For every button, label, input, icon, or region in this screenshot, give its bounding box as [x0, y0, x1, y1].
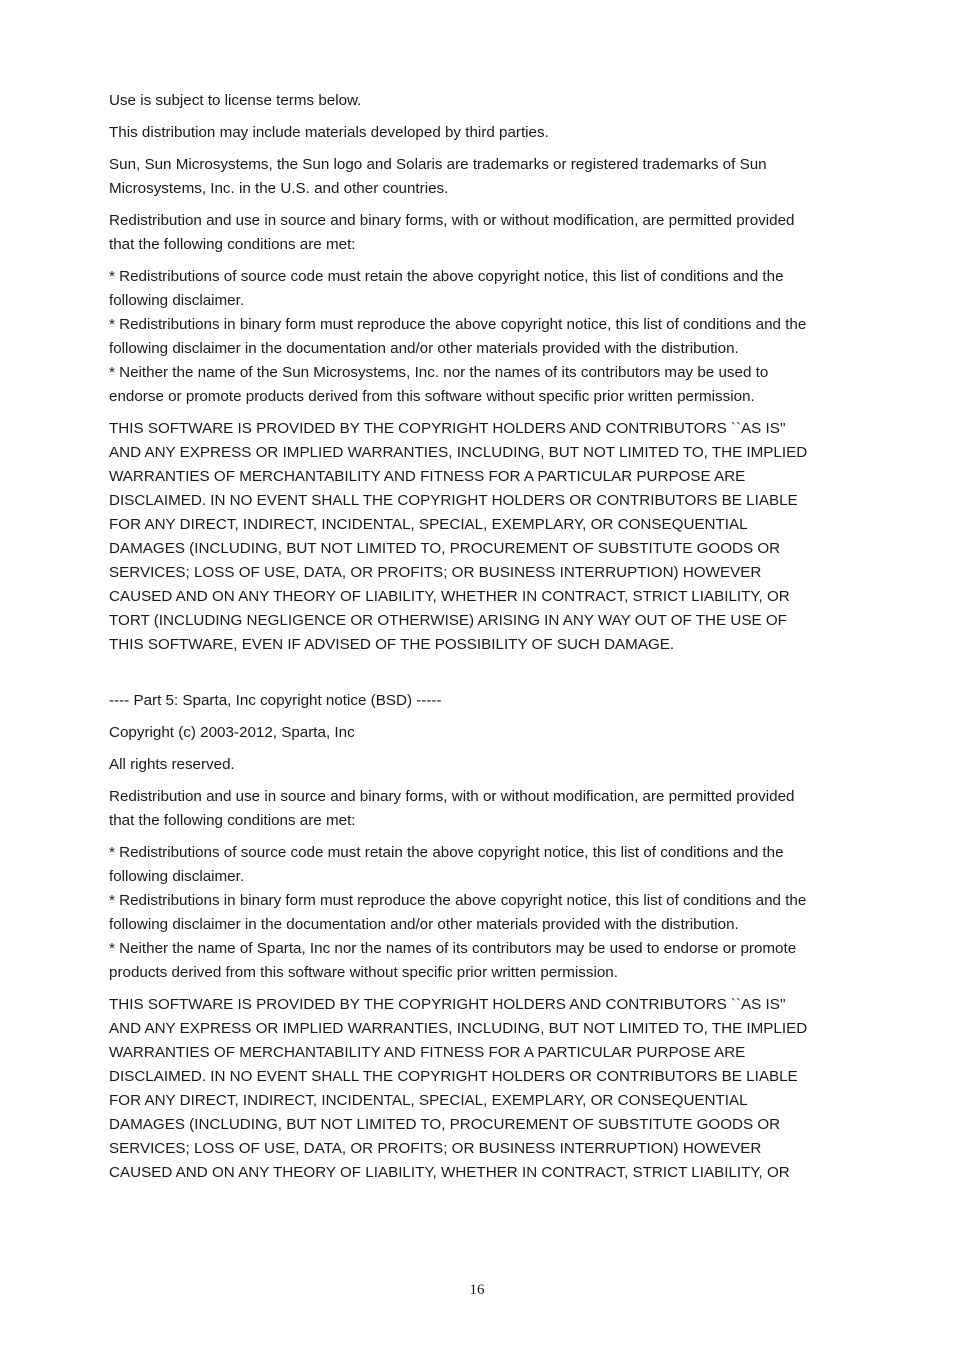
text-line: WARRANTIES OF MERCHANTABILITY AND FITNESS FOR A PARTICULAR PURPOSE ARE: [109, 1044, 746, 1061]
text-line: * Redistributions in binary form must reproduce the above copyright notice, this list of conditions and the: [109, 892, 807, 909]
part5-disclaimer-paragraph: [109, 993, 859, 1185]
text-line: endorse or promote products derived from this software without specific prior written permission.: [109, 388, 755, 405]
intro-disclaimer-paragraph: [109, 417, 859, 657]
text-line: following disclaimer in the documentation and/or other materials provided with the distribution.: [109, 916, 739, 933]
text-line: * Neither the name of the Sun Microsystems, Inc. nor the names of its contributors may be used to: [109, 364, 769, 381]
part5-conditions-list: [109, 841, 859, 985]
text-line: * Redistributions of source code must retain the above copyright notice, this list of conditions and the: [109, 268, 784, 285]
intro-redistribution-paragraph: [109, 209, 859, 257]
text-line: FOR ANY DIRECT, INDIRECT, INCIDENTAL, SPECIAL, EXEMPLARY, OR CONSEQUENTIAL: [109, 516, 748, 533]
page-number: 16: [469, 1282, 485, 1298]
part5-rights: [109, 753, 859, 777]
text-line: All rights reserved.: [109, 756, 235, 773]
text-line: Use is subject to license terms below.: [109, 92, 362, 109]
text-line: Redistribution and use in source and binary forms, with or without modification, are permitted provided: [109, 788, 795, 805]
text-line: that the following conditions are met:: [109, 812, 356, 829]
text-line: Redistribution and use in source and binary forms, with or without modification, are permitted provided: [109, 212, 795, 229]
text-line: that the following conditions are met:: [109, 236, 356, 253]
text-line: SERVICES; LOSS OF USE, DATA, OR PROFITS; OR BUSINESS INTERRUPTION) HOWEVER: [109, 564, 762, 581]
text-line: DISCLAIMED. IN NO EVENT SHALL THE COPYRIGHT HOLDERS OR CONTRIBUTORS BE LIABLE: [109, 492, 798, 509]
text-line: following disclaimer.: [109, 868, 245, 885]
text-line: following disclaimer.: [109, 292, 245, 309]
text-line: * Redistributions of source code must retain the above copyright notice, this list of conditions and the: [109, 844, 784, 861]
document-body: [109, 89, 859, 1185]
text-line: TORT (INCLUDING NEGLIGENCE OR OTHERWISE) ARISING IN ANY WAY OUT OF THE USE OF: [109, 612, 787, 629]
text-line: DAMAGES (INCLUDING, BUT NOT LIMITED TO, PROCUREMENT OF SUBSTITUTE GOODS OR: [109, 540, 781, 557]
text-line: WARRANTIES OF MERCHANTABILITY AND FITNESS FOR A PARTICULAR PURPOSE ARE: [109, 468, 746, 485]
text-line: Microsystems, Inc. in the U.S. and other countries.: [109, 180, 449, 197]
part5-redistribution-paragraph: [109, 785, 859, 833]
text-line: AND ANY EXPRESS OR IMPLIED WARRANTIES, INCLUDING, BUT NOT LIMITED TO, THE IMPLIED: [109, 1020, 808, 1037]
text-line: CAUSED AND ON ANY THEORY OF LIABILITY, WHETHER IN CONTRACT, STRICT LIABILITY, OR: [109, 588, 790, 605]
intro-third-party-note: [109, 121, 859, 145]
text-line: ---- Part 5: Sparta, Inc copyright notice (BSD) -----: [109, 692, 442, 709]
text-line: * Neither the name of Sparta, Inc nor the names of its contributors may be used to endorse or promote: [109, 940, 797, 957]
intro-license-note: [109, 89, 859, 113]
text-line: products derived from this software without specific prior written permission.: [109, 964, 618, 981]
intro-conditions-list: [109, 265, 859, 409]
text-line: Copyright (c) 2003-2012, Sparta, Inc: [109, 724, 355, 741]
text-line: THIS SOFTWARE IS PROVIDED BY THE COPYRIGHT HOLDERS AND CONTRIBUTORS ``AS IS'': [109, 996, 786, 1013]
intro-trademark-paragraph: [109, 153, 859, 201]
text-line: This distribution may include materials developed by third parties.: [109, 124, 549, 141]
part5-copyright: [109, 721, 859, 745]
part5-heading: [109, 689, 859, 713]
text-line: AND ANY EXPRESS OR IMPLIED WARRANTIES, INCLUDING, BUT NOT LIMITED TO, THE IMPLIED: [109, 444, 808, 461]
text-line: FOR ANY DIRECT, INDIRECT, INCIDENTAL, SPECIAL, EXEMPLARY, OR CONSEQUENTIAL: [109, 1092, 748, 1109]
text-line: * Redistributions in binary form must reproduce the above copyright notice, this list of conditions and the: [109, 316, 807, 333]
text-line: DAMAGES (INCLUDING, BUT NOT LIMITED TO, PROCUREMENT OF SUBSTITUTE GOODS OR: [109, 1116, 781, 1133]
text-line: CAUSED AND ON ANY THEORY OF LIABILITY, WHETHER IN CONTRACT, STRICT LIABILITY, OR: [109, 1164, 790, 1181]
text-line: Sun, Sun Microsystems, the Sun logo and Solaris are trademarks or registered trademarks of Sun: [109, 156, 767, 173]
text-line: THIS SOFTWARE IS PROVIDED BY THE COPYRIGHT HOLDERS AND CONTRIBUTORS ``AS IS'': [109, 420, 786, 437]
text-line: THIS SOFTWARE, EVEN IF ADVISED OF THE POSSIBILITY OF SUCH DAMAGE.: [109, 636, 675, 653]
text-line: SERVICES; LOSS OF USE, DATA, OR PROFITS; OR BUSINESS INTERRUPTION) HOWEVER: [109, 1140, 762, 1157]
text-line: DISCLAIMED. IN NO EVENT SHALL THE COPYRIGHT HOLDERS OR CONTRIBUTORS BE LIABLE: [109, 1068, 798, 1085]
text-line: following disclaimer in the documentation and/or other materials provided with the distribution.: [109, 340, 739, 357]
